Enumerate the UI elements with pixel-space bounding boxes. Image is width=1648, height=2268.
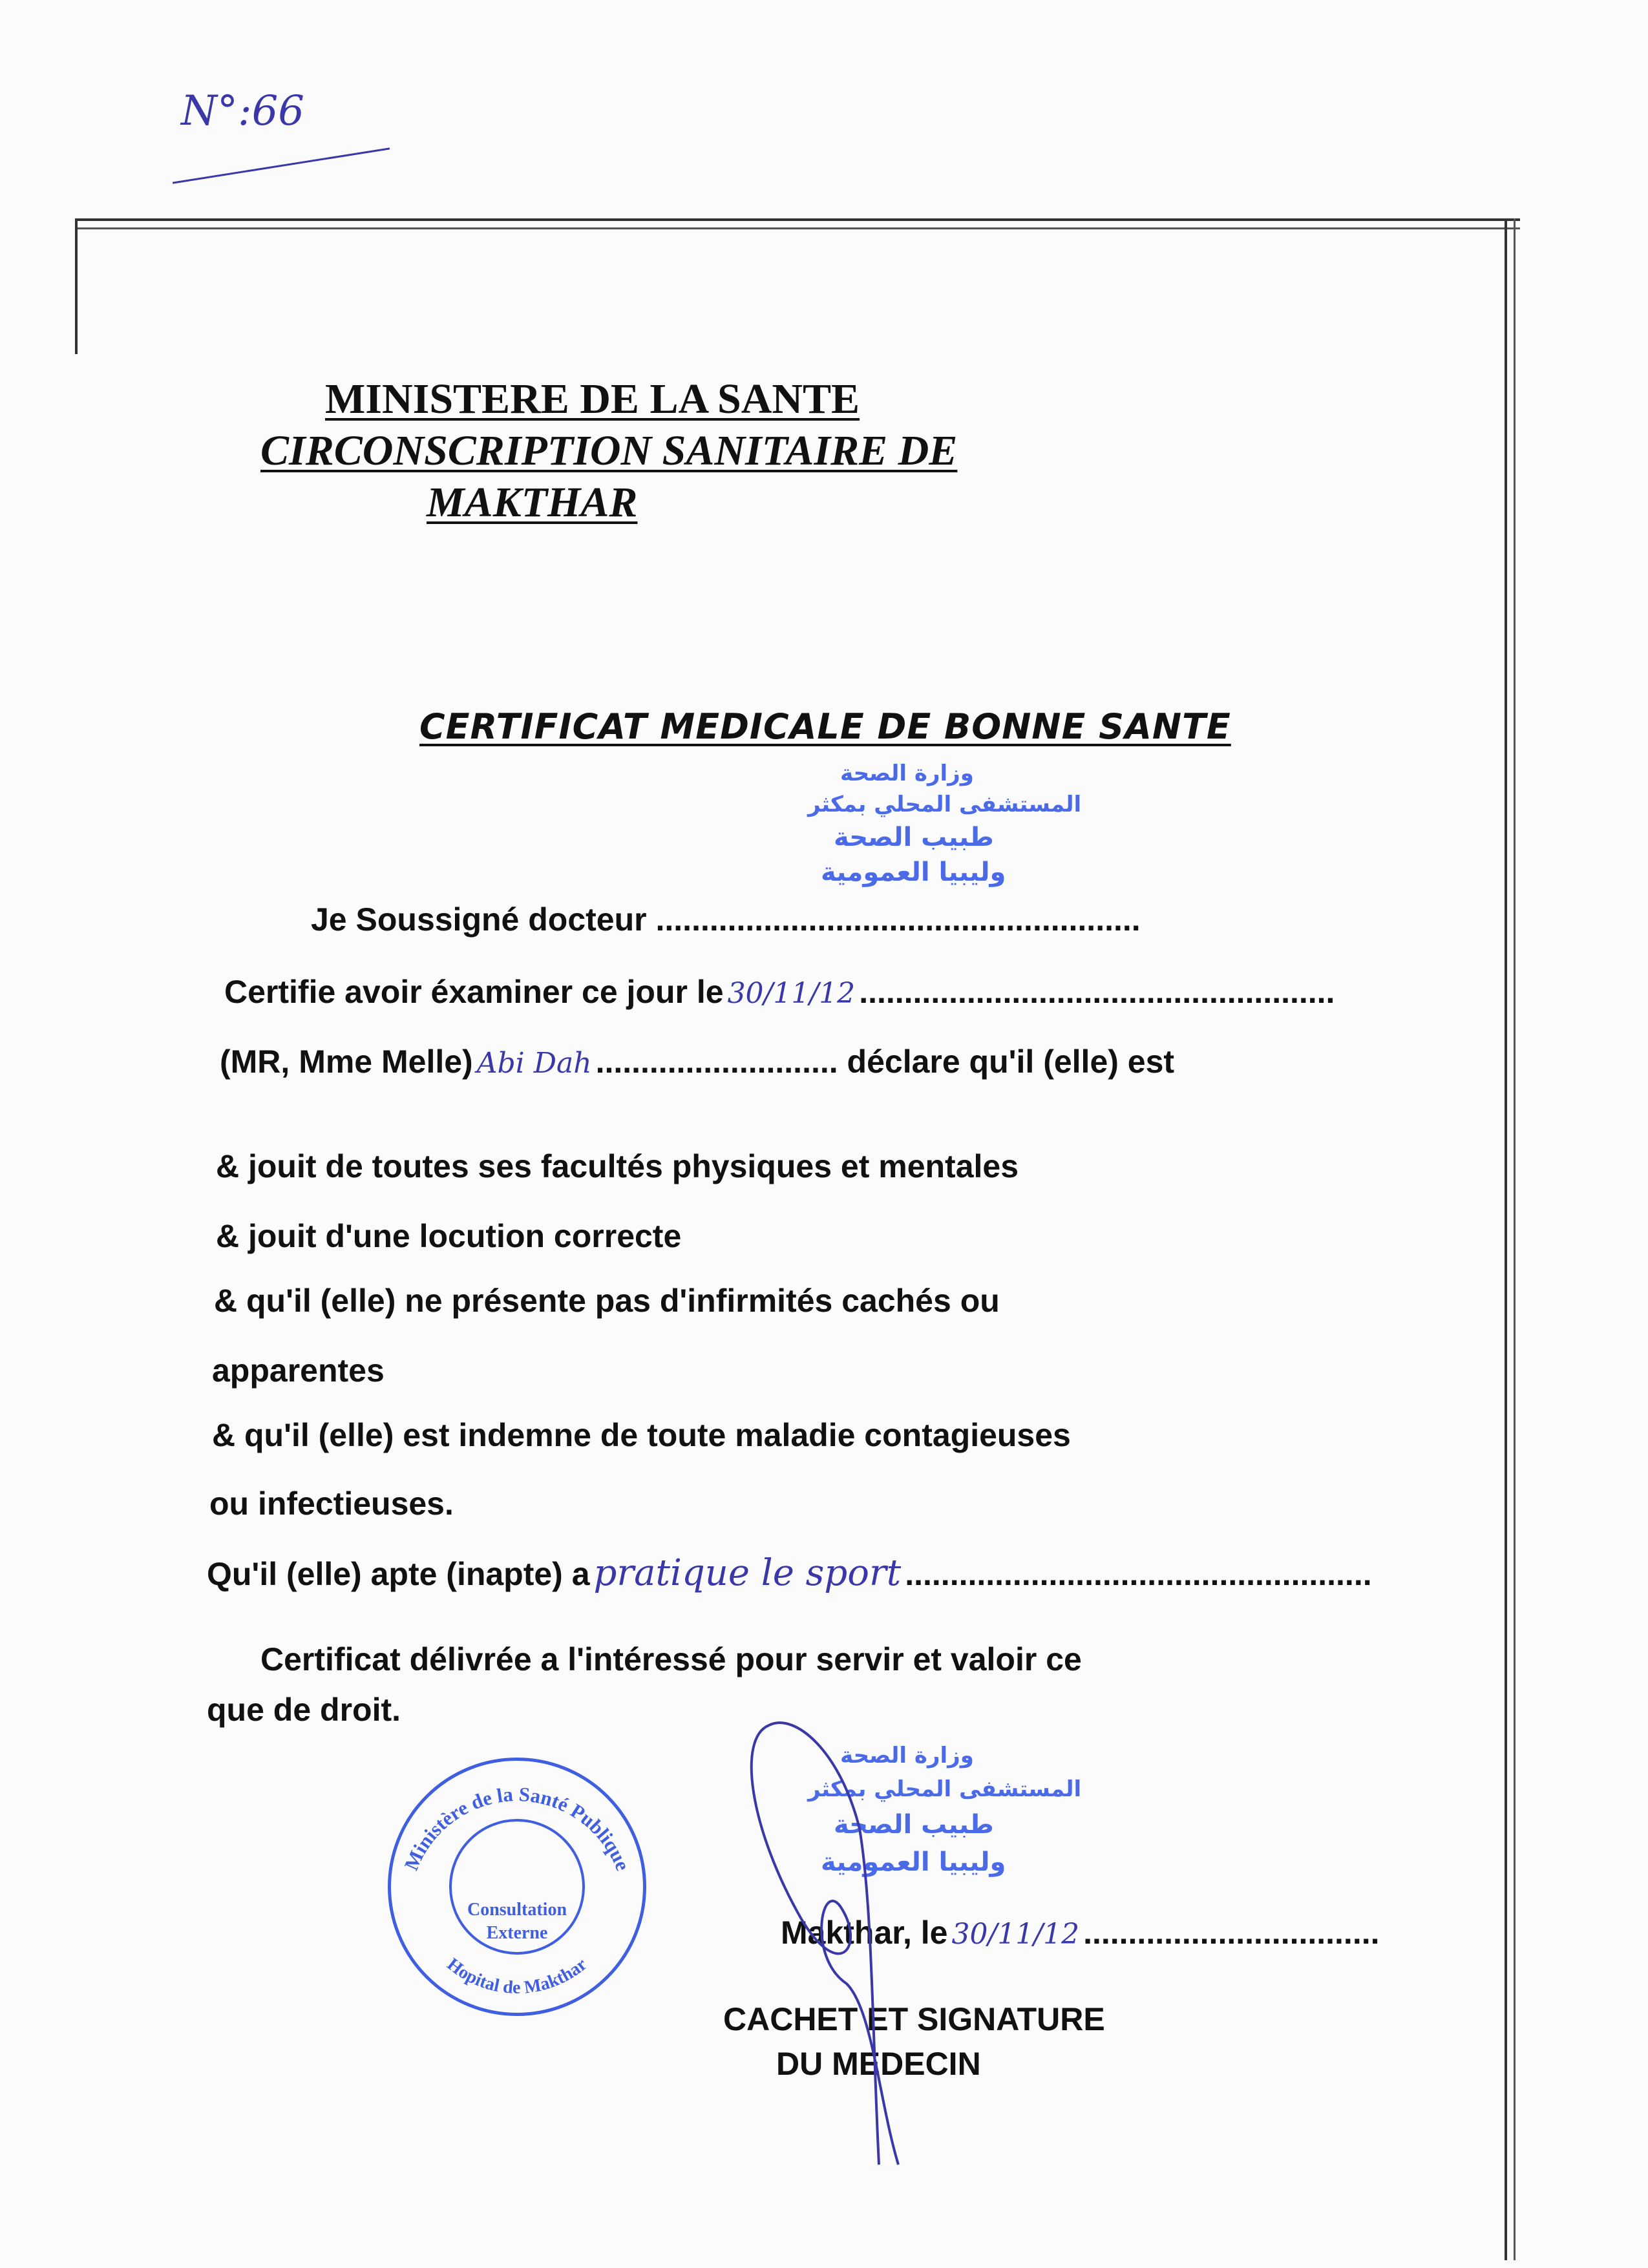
place-label: Makthar, le <box>781 1915 948 1951</box>
exam-dots: ..................................................... <box>859 974 1335 1010</box>
frame-top-border <box>75 218 1520 229</box>
arabic-stamp-top-line3: طبيب الصحة <box>834 823 994 852</box>
svg-text:Ministère de la Santé Publique <box>399 1783 634 1874</box>
stamp-inner-line2: Externe <box>486 1923 548 1943</box>
header-circonscription: CIRCONSCRIPTION SANITAIRE DE <box>260 427 958 474</box>
frame-right-border <box>1505 218 1516 2260</box>
arabic-stamp-bottom-line1: وزارة الصحة <box>840 1743 974 1769</box>
cachet-line-2: DU MEDECIN <box>776 2046 981 2082</box>
item-1: & jouit de toutes ses facultés physiques et mentales <box>216 1148 1019 1184</box>
place-date-handwritten: 30/11/12 <box>951 1918 1080 1951</box>
doctor-label: Je Soussigné docteur <box>311 901 647 938</box>
item-4-cont: ou infectieuses. <box>209 1486 454 1522</box>
document-title: CERTIFICAT MEDICALE DE BONNE SANTE <box>419 706 1231 747</box>
stamp-inner-line1: Consultation <box>467 1900 567 1920</box>
person-label: (MR, Mme Melle) <box>220 1044 473 1080</box>
person-name-handwritten: Abi Dah <box>476 1047 592 1080</box>
person-dots: ........................... <box>595 1044 838 1080</box>
arabic-stamp-top-line1: وزارة الصحة <box>840 761 974 786</box>
apte-line <box>207 1552 1372 1594</box>
handwritten-underline <box>173 147 390 184</box>
person-line <box>220 1045 1174 1078</box>
place-dots: ................................. <box>1083 1915 1380 1951</box>
arabic-stamp-bottom-line4: وليبيا العمومية <box>821 1847 1006 1877</box>
handwritten-number: N°:66 <box>181 87 304 135</box>
stamp-outer-top: Ministère de la Santé Publique <box>399 1782 635 1874</box>
arabic-stamp-bottom-line2: المستشفى المحلي بمكثر <box>808 1776 1082 1802</box>
exam-date-handwritten: 30/11/12 <box>727 977 856 1010</box>
apte-dots: .................................................... <box>905 1556 1372 1592</box>
closing-line-2: que de droit. <box>207 1692 401 1728</box>
exam-label: Certifie avoir éxaminer ce jour le <box>224 974 724 1010</box>
header-ministry: MINISTERE DE LA SANTE <box>325 375 860 423</box>
doctor-signature <box>711 1712 969 2178</box>
item-3-cont: apparentes <box>212 1352 385 1389</box>
item-4: & qu'il (elle) est indemne de toute maladie contagieuses <box>212 1417 1071 1453</box>
round-stamp-ring-text <box>388 1758 646 2016</box>
cachet-line-1: CACHET ET SIGNATURE <box>723 2001 1105 2037</box>
stamp-outer-bottom: Hopital de Makthar <box>443 1954 591 1998</box>
frame-left-border <box>75 218 78 354</box>
item-2: & jouit d'une locution correcte <box>216 1218 682 1254</box>
arabic-stamp-top-line4: وليبيا العمومية <box>821 857 1006 887</box>
doctor-line <box>311 903 1141 936</box>
arabic-stamp-top-line2: المستشفى المحلي بمكثر <box>808 792 1082 817</box>
arabic-stamp-bottom-line3: طبيب الصحة <box>834 1810 994 1840</box>
apte-label: Qu'il (elle) apte (inapte) a <box>207 1556 590 1592</box>
exam-line <box>224 976 1335 1008</box>
header-makthar: MAKTHAR <box>427 479 638 526</box>
apte-value-handwritten: pratique le sport <box>593 1552 902 1594</box>
doctor-dots: ...................................................... <box>655 901 1141 938</box>
svg-text:Hopital de Makthar <box>443 1954 591 1997</box>
item-3: & qu'il (elle) ne présente pas d'infirmités cachés ou <box>214 1283 1000 1319</box>
person-suffix: déclare qu'il (elle) est <box>847 1044 1175 1080</box>
closing-line-1: Certificat délivrée a l'intéressé pour servir et valoir ce <box>260 1641 1082 1677</box>
round-stamp <box>388 1758 646 2016</box>
